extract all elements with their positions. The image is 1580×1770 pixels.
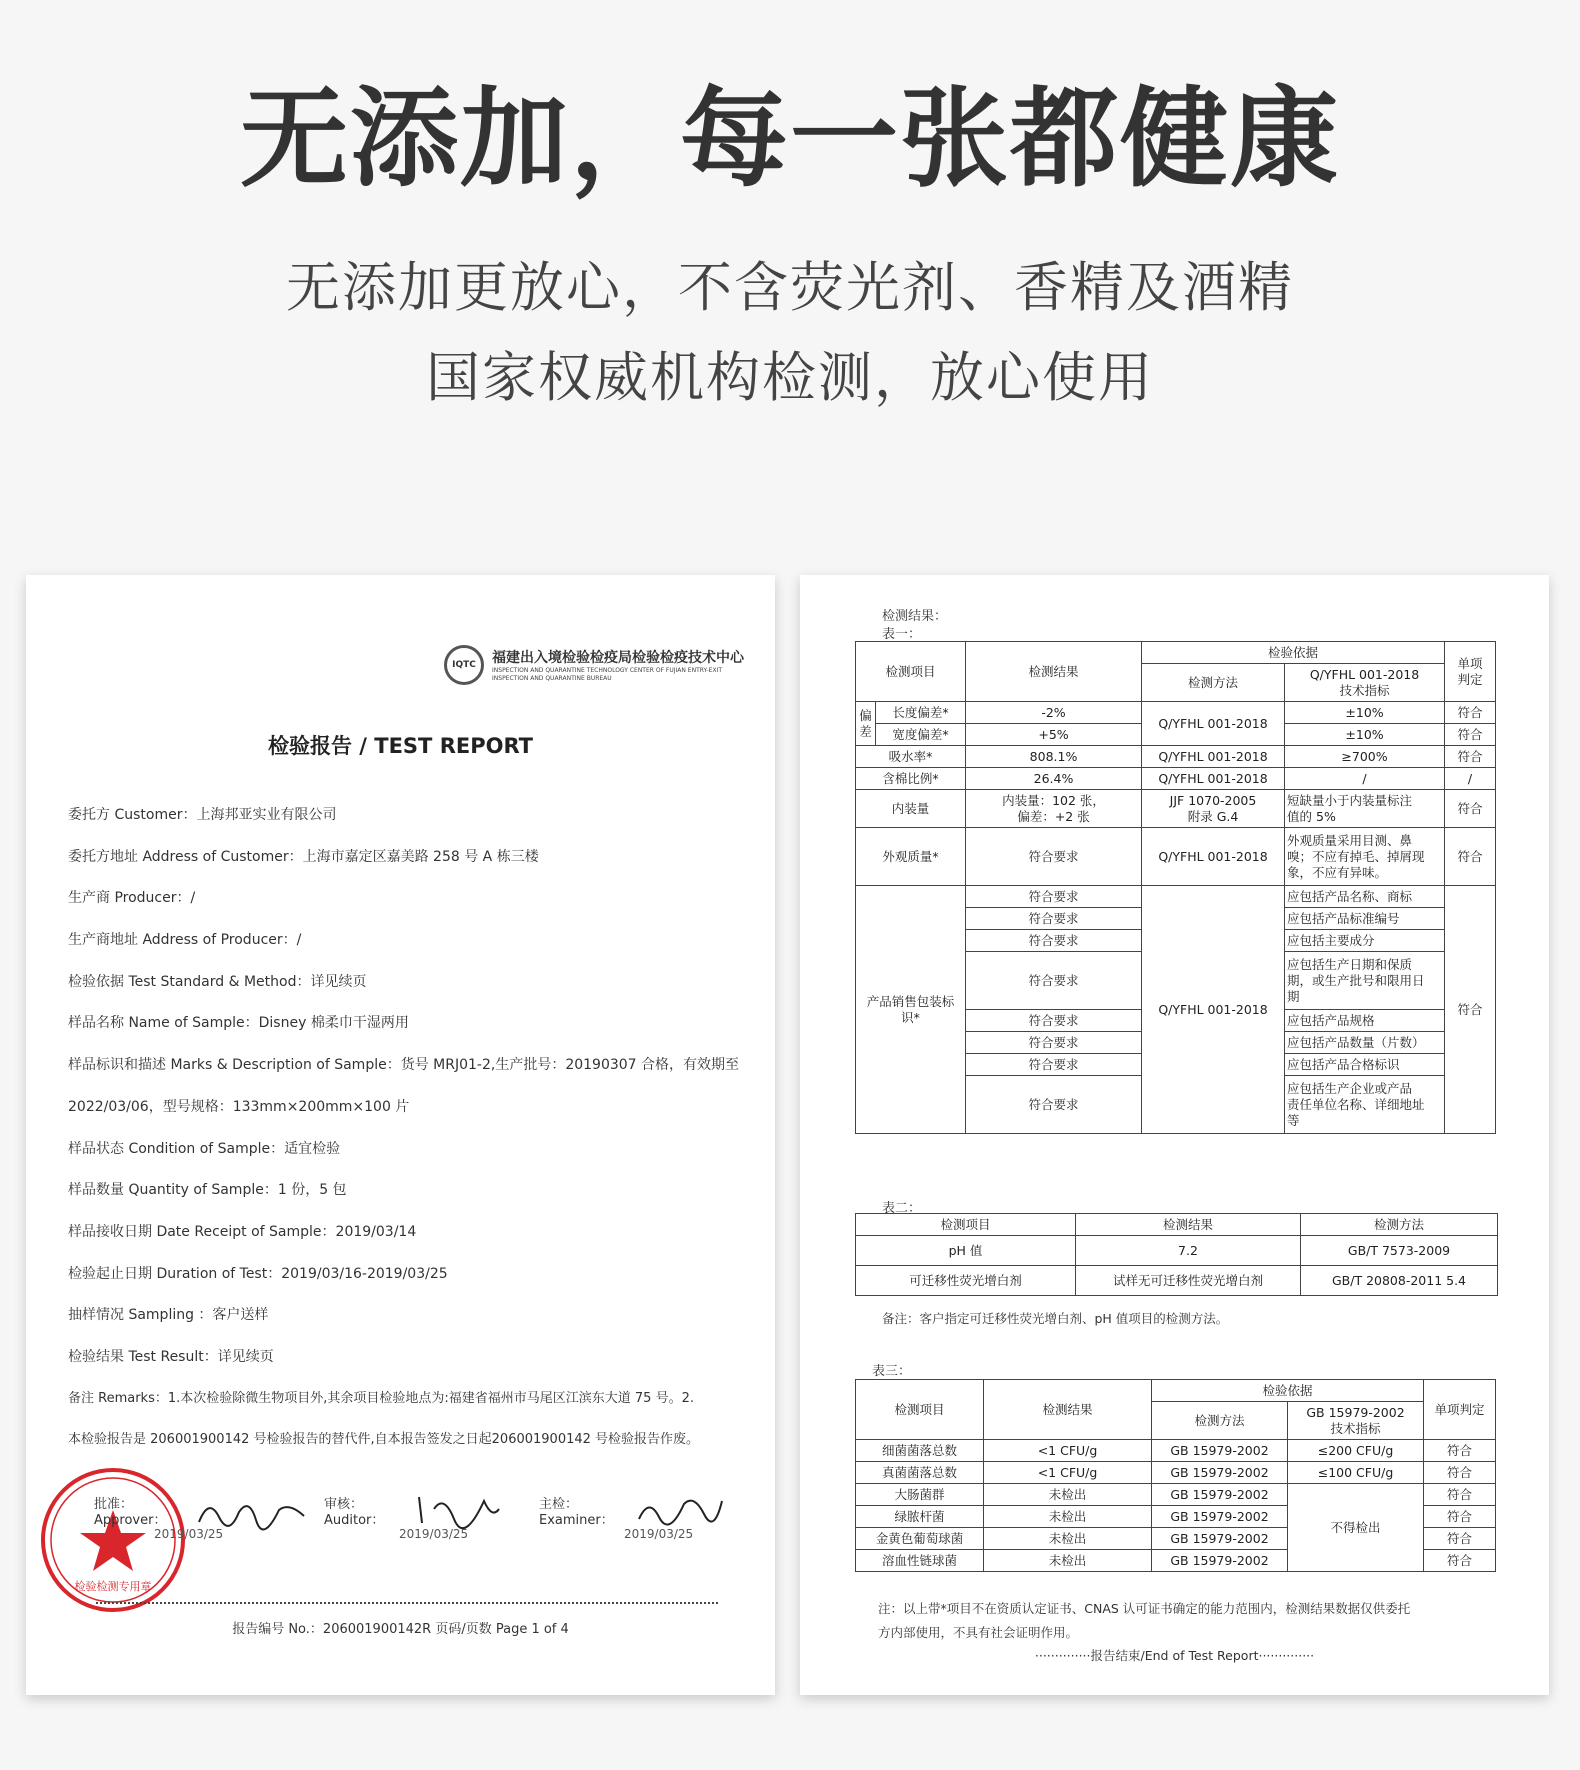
results-table-3 — [855, 1379, 1496, 1572]
report-field: 样品状态 Condition of Sample：适宜检验 — [68, 1140, 341, 1157]
report-title: 检验报告 / TEST REPORT — [267, 734, 534, 758]
table-cell: GB 15979-2002 — [1152, 1462, 1288, 1484]
org-name-en: INSPECTION AND QUARANTINE TECHNOLOGY CENTER OF FUJIAN ENTRY-EXIT INSPECTION AND QUARANTINE BUREAU — [492, 667, 722, 682]
table-cell: 应包括生产日期和保质 期，或生产批号和限用日 期 — [1285, 952, 1445, 1010]
report-field: 委托方地址 Address of Customer：上海市嘉定区嘉美路 258 号 A 栋三楼 — [68, 848, 539, 865]
table-cell: 应包括主要成分 — [1285, 930, 1445, 952]
table-cell: 内装量 — [856, 790, 966, 828]
header-cell: 检测结果 — [984, 1380, 1152, 1440]
table-cell: 7.2 — [1076, 1236, 1301, 1266]
table-cell: 溶血性链球菌 — [856, 1550, 984, 1572]
table-cell: Q/YFHL 001-2018 — [1142, 702, 1285, 746]
table-cell: 产品销售包装标 识* — [856, 886, 966, 1134]
org-name-cn: 福建出入境检验检疫局检验检疫技术中心 — [492, 650, 744, 666]
table-cell: 不得检出 — [1288, 1484, 1424, 1572]
table-cell: 试样无可迁移性荧光增白剂 — [1076, 1266, 1301, 1296]
header-cell: 单项判定 — [1424, 1380, 1496, 1440]
table-cell: 符合要求 — [966, 1054, 1142, 1076]
table-cell: 未检出 — [984, 1484, 1152, 1506]
table-cell: 符合 — [1424, 1484, 1496, 1506]
header-cell: 单项 判定 — [1445, 642, 1496, 702]
table-cell: JJF 1070-2005 附录 G.4 — [1142, 790, 1285, 828]
table-cell: / — [1285, 768, 1445, 790]
table-cell: 长度偏差* — [876, 702, 966, 724]
table-cell: 应包括生产企业或产品 责任单位名称、详细地址 等 — [1285, 1076, 1445, 1134]
table-cell: 绿脓杆菌 — [856, 1506, 984, 1528]
table-row — [856, 790, 1496, 828]
table-cell: 未检出 — [984, 1528, 1152, 1550]
table-cell: 应包括产品标准编号 — [1285, 908, 1445, 930]
table-cell: 应包括产品合格标识 — [1285, 1054, 1445, 1076]
report-field: 检验起止日期 Duration of Test：2019/03/16-2019/03/25 — [68, 1265, 448, 1282]
approver-signature — [194, 1492, 314, 1532]
table-cell: 26.4% — [966, 768, 1142, 790]
headline: 无添加，每一张都健康 — [239, 77, 1340, 202]
table-cell: 符合 — [1424, 1550, 1496, 1572]
table-row — [856, 1214, 1498, 1236]
table-row — [856, 1462, 1496, 1484]
table-cell: -2% — [966, 702, 1142, 724]
examiner-date: 2019/03/25 — [624, 1527, 694, 1541]
table-cell: pH 值 — [856, 1236, 1076, 1266]
header-cell: 检测结果 — [966, 642, 1142, 702]
header-cell: 检测项目 — [856, 1380, 984, 1440]
org-logo — [444, 645, 752, 685]
divider — [96, 1602, 718, 1604]
table-cell: 应包括产品规格 — [1285, 1010, 1445, 1032]
report-field: 检验依据 Test Standard & Method：详见续页 — [68, 973, 367, 990]
report-page-2 — [800, 575, 1549, 1695]
table-cell: ≥700% — [1285, 746, 1445, 768]
table-cell: 大肠菌群 — [856, 1484, 984, 1506]
table-cell: 未检出 — [984, 1550, 1152, 1572]
report-page-1 — [26, 575, 775, 1695]
table3-label: 表三： — [872, 1364, 912, 1379]
table-cell: 符合要求 — [966, 930, 1142, 952]
table-cell: 外观质量* — [856, 828, 966, 886]
table1-label: 表一： — [882, 627, 922, 642]
table-row — [856, 828, 1496, 886]
table-cell: ±10% — [1285, 724, 1445, 746]
table-cell: GB 15979-2002 — [1152, 1484, 1288, 1506]
table-cell: Q/YFHL 001-2018 — [1142, 746, 1285, 768]
table-row — [856, 1440, 1496, 1462]
table-row — [856, 642, 1496, 664]
table-row — [856, 1484, 1496, 1506]
table-row — [856, 886, 1496, 908]
table-cell: 短缺量小于内装量标注 值的 5% — [1285, 790, 1445, 828]
table-cell: 符合要求 — [966, 952, 1142, 1010]
auditor-date: 2019/03/25 — [399, 1527, 469, 1541]
table-cell: 符合 — [1445, 724, 1496, 746]
report-field: 2022/03/06，型号规格：133mm×200mm×100 片 — [68, 1098, 410, 1115]
table-cell: 未检出 — [984, 1506, 1152, 1528]
report-field: 样品标识和描述 Marks & Description of Sample：货号 MRJ01-2,生产批号：20190307 合格，有效期至 — [68, 1057, 740, 1074]
examiner-label: 主检： Examiner： — [539, 1497, 614, 1528]
table-cell: 外观质量采用目测、鼻 嗅；不应有掉毛、掉屑现 象，不应有异味。 — [1285, 828, 1445, 886]
table-cell: 吸水率* — [856, 746, 966, 768]
header-cell: 检测方法 — [1142, 664, 1285, 702]
header-cell: 检验依据 — [1142, 642, 1445, 664]
results-table-1 — [855, 641, 1496, 1134]
results-table-2 — [855, 1213, 1498, 1296]
header-cell: 检测项目 — [856, 642, 966, 702]
table-cell: 符合 — [1445, 702, 1496, 724]
table-cell: +5% — [966, 724, 1142, 746]
approver-date: 2019/03/25 — [154, 1527, 224, 1541]
table-cell: 符合 — [1424, 1528, 1496, 1550]
table-cell: Q/YFHL 001-2018 — [1142, 886, 1285, 1134]
report-field: 生产商 Producer：/ — [68, 890, 196, 907]
table-row — [856, 746, 1496, 768]
table-cell: Q/YFHL 001-2018 — [1142, 828, 1285, 886]
table-cell: 符合要求 — [966, 1010, 1142, 1032]
report-field: 样品数量 Quantity of Sample：1 份，5 包 — [68, 1182, 347, 1199]
header-cell: GB 15979-2002 技术指标 — [1288, 1402, 1424, 1440]
table-cell: 金黄色葡萄球菌 — [856, 1528, 984, 1550]
report-field: 生产商地址 Address of Producer：/ — [68, 932, 302, 949]
table-cell: 符合要求 — [966, 886, 1142, 908]
table-row — [856, 1266, 1498, 1296]
report-field: 样品接收日期 Date Receipt of Sample：2019/03/14 — [68, 1223, 417, 1240]
report-field: 本检验报告是 206001900142 号检验报告的替代件,自本报告签发之日起206001900142 号检验报告作废。 — [68, 1432, 700, 1448]
table-cell: 符合 — [1445, 790, 1496, 828]
header-cell: 检验依据 — [1152, 1380, 1424, 1402]
report-field: 样品名称 Name of Sample：Disney 棉柔巾干湿两用 — [68, 1015, 409, 1032]
footnote-1: 注：以上带*项目不在资质认定证书、CNAS 认可证书确定的能力范围内，检测结果数据仅供委托 — [878, 1601, 1411, 1616]
header-cell: 检测方法 — [1301, 1214, 1498, 1236]
table-cell: 808.1% — [966, 746, 1142, 768]
table-row — [856, 1380, 1496, 1402]
table-cell: GB/T 20808-2011 5.4 — [1301, 1266, 1498, 1296]
org-logo-icon: IQTC — [444, 645, 484, 685]
examiner-signature — [634, 1489, 724, 1529]
results-label: 检测结果： — [882, 609, 948, 624]
table-cell: 符合要求 — [966, 1032, 1142, 1054]
table-cell: 符合要求 — [966, 828, 1142, 886]
header-cell: Q/YFHL 001-2018 技术指标 — [1285, 664, 1445, 702]
table-cell: 偏 差 — [856, 702, 876, 746]
table-cell: 细菌菌落总数 — [856, 1440, 984, 1462]
table-cell: 含棉比例* — [856, 768, 966, 790]
table-cell: ≤100 CFU/g — [1288, 1462, 1424, 1484]
table-row — [856, 1236, 1498, 1266]
approver-label: 批准： Approver： — [94, 1497, 167, 1528]
report-fields — [68, 805, 748, 1472]
table-row — [856, 702, 1496, 724]
table-cell: ±10% — [1285, 702, 1445, 724]
table-cell: 符合 — [1445, 828, 1496, 886]
table-cell: 真菌菌落总数 — [856, 1462, 984, 1484]
table-cell: <1 CFU/g — [984, 1462, 1152, 1484]
table-cell: 符合要求 — [966, 908, 1142, 930]
report-field: 检验结果 Test Result：详见续页 — [68, 1348, 274, 1365]
table-cell: ≤200 CFU/g — [1288, 1440, 1424, 1462]
table-cell: 符合 — [1445, 886, 1496, 1134]
table-cell: GB 15979-2002 — [1152, 1550, 1288, 1572]
table-cell: 可迁移性荧光增白剂 — [856, 1266, 1076, 1296]
report-field: 抽样情况 Sampling ：客户送样 — [68, 1307, 269, 1324]
auditor-label: 审核： Auditor： — [324, 1497, 385, 1528]
table-cell: Q/YFHL 001-2018 — [1142, 768, 1285, 790]
table-cell: 内装量：102 张， 偏差：+2 张 — [966, 790, 1142, 828]
table-cell: 应包括产品数量（片数） — [1285, 1032, 1445, 1054]
table-cell: 宽度偏差* — [876, 724, 966, 746]
table-cell: <1 CFU/g — [984, 1440, 1152, 1462]
footnote-2: 方内部使用，不具有社会证明作用。 — [878, 1625, 1079, 1640]
header-cell: 检测结果 — [1076, 1214, 1301, 1236]
subheading-1: 无添加更放心，不含荧光剂、香精及酒精 — [286, 256, 1294, 319]
end-of-report: ··············报告结束/End of Test Report·············· — [1034, 1648, 1315, 1663]
report-number-footer: 报告编号 No.：206001900142R 页码/页数 Page 1 of 4 — [232, 1622, 569, 1637]
table-cell: 符合 — [1424, 1462, 1496, 1484]
table2-label: 表二： — [882, 1201, 922, 1216]
report-field: 委托方 Customer：上海邦亚实业有限公司 — [68, 807, 337, 823]
table-cell: GB 15979-2002 — [1152, 1440, 1288, 1462]
table-row — [856, 768, 1496, 790]
header-cell: 检测方法 — [1152, 1402, 1288, 1440]
report-field: 备注 Remarks：1.本次检验除微生物项目外,其余项目检验地点为:福建省福州市马尾区江滨东大道 75 号。2. — [68, 1390, 694, 1406]
table-cell: 符合要求 — [966, 1076, 1142, 1134]
table-cell: GB/T 7573-2009 — [1301, 1236, 1498, 1266]
table-cell: 符合 — [1424, 1440, 1496, 1462]
table-cell: GB 15979-2002 — [1152, 1506, 1288, 1528]
header-cell: 检测项目 — [856, 1214, 1076, 1236]
table-cell: 符合 — [1424, 1506, 1496, 1528]
seal-text: 检验检测专用章 — [74, 1580, 152, 1593]
table-cell: / — [1445, 768, 1496, 790]
auditor-signature — [414, 1489, 504, 1529]
subheading-2: 国家权威机构检测，放心使用 — [426, 346, 1154, 409]
table-cell: 应包括产品名称、商标 — [1285, 886, 1445, 908]
table2-note: 备注：客户指定可迁移性荧光增白剂、pH 值项目的检测方法。 — [882, 1311, 1229, 1326]
table-cell: GB 15979-2002 — [1152, 1528, 1288, 1550]
table-cell: 符合 — [1445, 746, 1496, 768]
